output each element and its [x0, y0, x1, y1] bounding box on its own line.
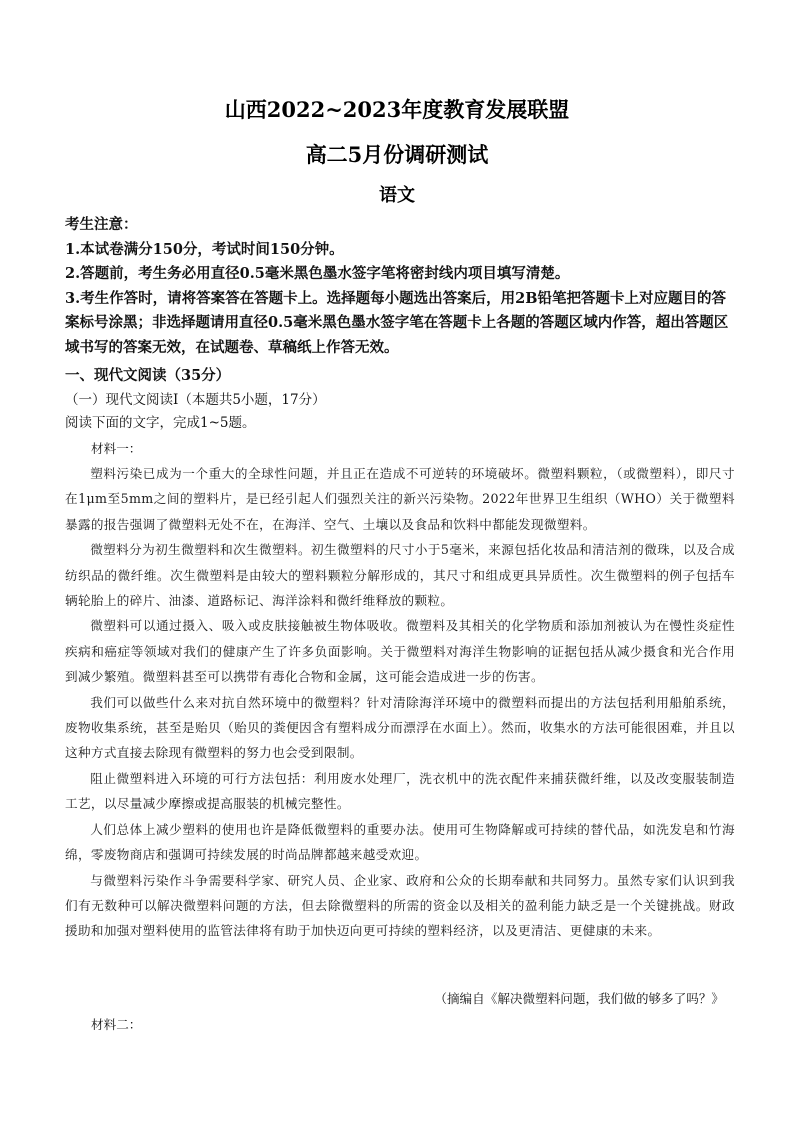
source-citation: （摘编自《解决微塑料问题，我们做的够多了吗？》 — [434, 991, 724, 1006]
section-instruction: 阅读下面的文字，完成1~5题。 — [65, 415, 256, 431]
material-one-label: 材料一： — [91, 441, 142, 456]
paragraph: 我们可以做些什么来对抗自然环境中的微塑料？针对清除海洋环境中的微塑料而提出的方法包括利用船舶系统，废物收集系统，甚至是贻贝（贻贝的粪便因含有塑料成分而漂浮在水面上）。然而，收集水的方法可能很困难，并且以这种方式直接去除现有微塑料的努力也会受到限制。 — [65, 694, 735, 761]
notes-heading: 考生注意： — [65, 216, 138, 233]
candidate-notes — [65, 213, 733, 360]
paragraph: 人们总体上减少塑料的使用也许是降低微塑料的重要办法。使用可生物降解或可持续的替代品，如洗发皂和竹海绵，零废物商店和强调可持续发展的时尚品牌都越来越受欢迎。 — [65, 821, 735, 863]
paragraph: 微塑料可以通过摄入、吸入或皮肤接触被生物体吸收。微塑料及其相关的化学物质和添加剂被认为在慢性炎症性疾病和癌症等领域对我们的健康产生了许多负面影响。关于微塑料对海洋生物影响的证据包括从减少摄食和光合作用到减少繁殖。微塑料甚至可以携带有毒化合物和金属，这可能会造成进一步的伤害。 — [65, 618, 735, 685]
paragraph: 阻止微塑料进入环境的可行方法包括：利用废水处理厂，洗衣机中的洗衣配件来捕获微纤维，以及改变服装制造工艺，以尽量减少摩擦或提高服装的机械完整性。 — [65, 770, 735, 812]
paragraph: 与微塑料污染作斗争需要科学家、研究人员、企业家、政府和公众的长期奉献和共同努力。虽然专家们认识到我们有无数种可以解决微塑料问题的方法，但去除微塑料的所需的资金以及相关的盈利能力缺乏是一个关键挑战。财政援助和加强对塑料使用的监管法律将有助于加快迈向更可持续的塑料经济，以及更清洁、更健康的未来。 — [65, 872, 735, 939]
paragraph: 微塑料分为初生微塑料和次生微塑料。初生微塑料的尺寸小于5毫米，来源包括化妆品和清洁剂的微珠，以及合成纺织品的微纤维。次生微塑料是由较大的塑料颗粒分解形成的，其尺寸和组成更具异质性。次生微塑料的例子包括车辆轮胎上的碎片、油漆、道路标记、海洋涂料和微纤维释放的颗粒。 — [65, 542, 735, 609]
exam-title-line1: 山西2022~2023年度教育发展联盟 — [224, 97, 570, 122]
exam-subject: 语文 — [379, 185, 415, 206]
note-item: 1.本试卷满分150分，考试时间150分钟。 — [65, 240, 344, 258]
material-one-text — [65, 461, 735, 944]
material-two-label: 材料二： — [91, 1017, 142, 1032]
section-title: 一、现代文阅读（35分） — [65, 367, 231, 384]
section-subtitle: （一）现代文阅读Ⅰ（本题共5小题，17分） — [65, 392, 326, 408]
note-item: 2.答题前，考生务必用直径0.5毫米黑色墨水签字笔将密封线内项目填写清楚。 — [65, 265, 570, 282]
note-item: 3.考生作答时，请将答案答在答题卡上。选择题每小题选出答案后，用2B铅笔把答题卡上对应题目的答案标号涂黑；非选择题请用直径0.5毫米黑色墨水签字笔在答题卡上各题的答题区域内作答，超出答题区域书写的答案无效，在试题卷、草稿纸上作答无效。 — [65, 289, 729, 356]
exam-title-line2: 高二5月份调研测试 — [305, 142, 489, 167]
paragraph: 塑料污染已成为一个重大的全球性问题，并且正在造成不可逆转的环境破坏。微塑料颗粒，（或微塑料），即尺寸在1μm至5mm之间的塑料片，是已经引起人们强烈关注的新兴污染物。2022年世界卫生组织（WHO）关于微塑料暴露的报告强调了微塑料无处不在，在海洋、空气、土壤以及食品和饮料中都能发现微塑料。 — [65, 466, 735, 532]
